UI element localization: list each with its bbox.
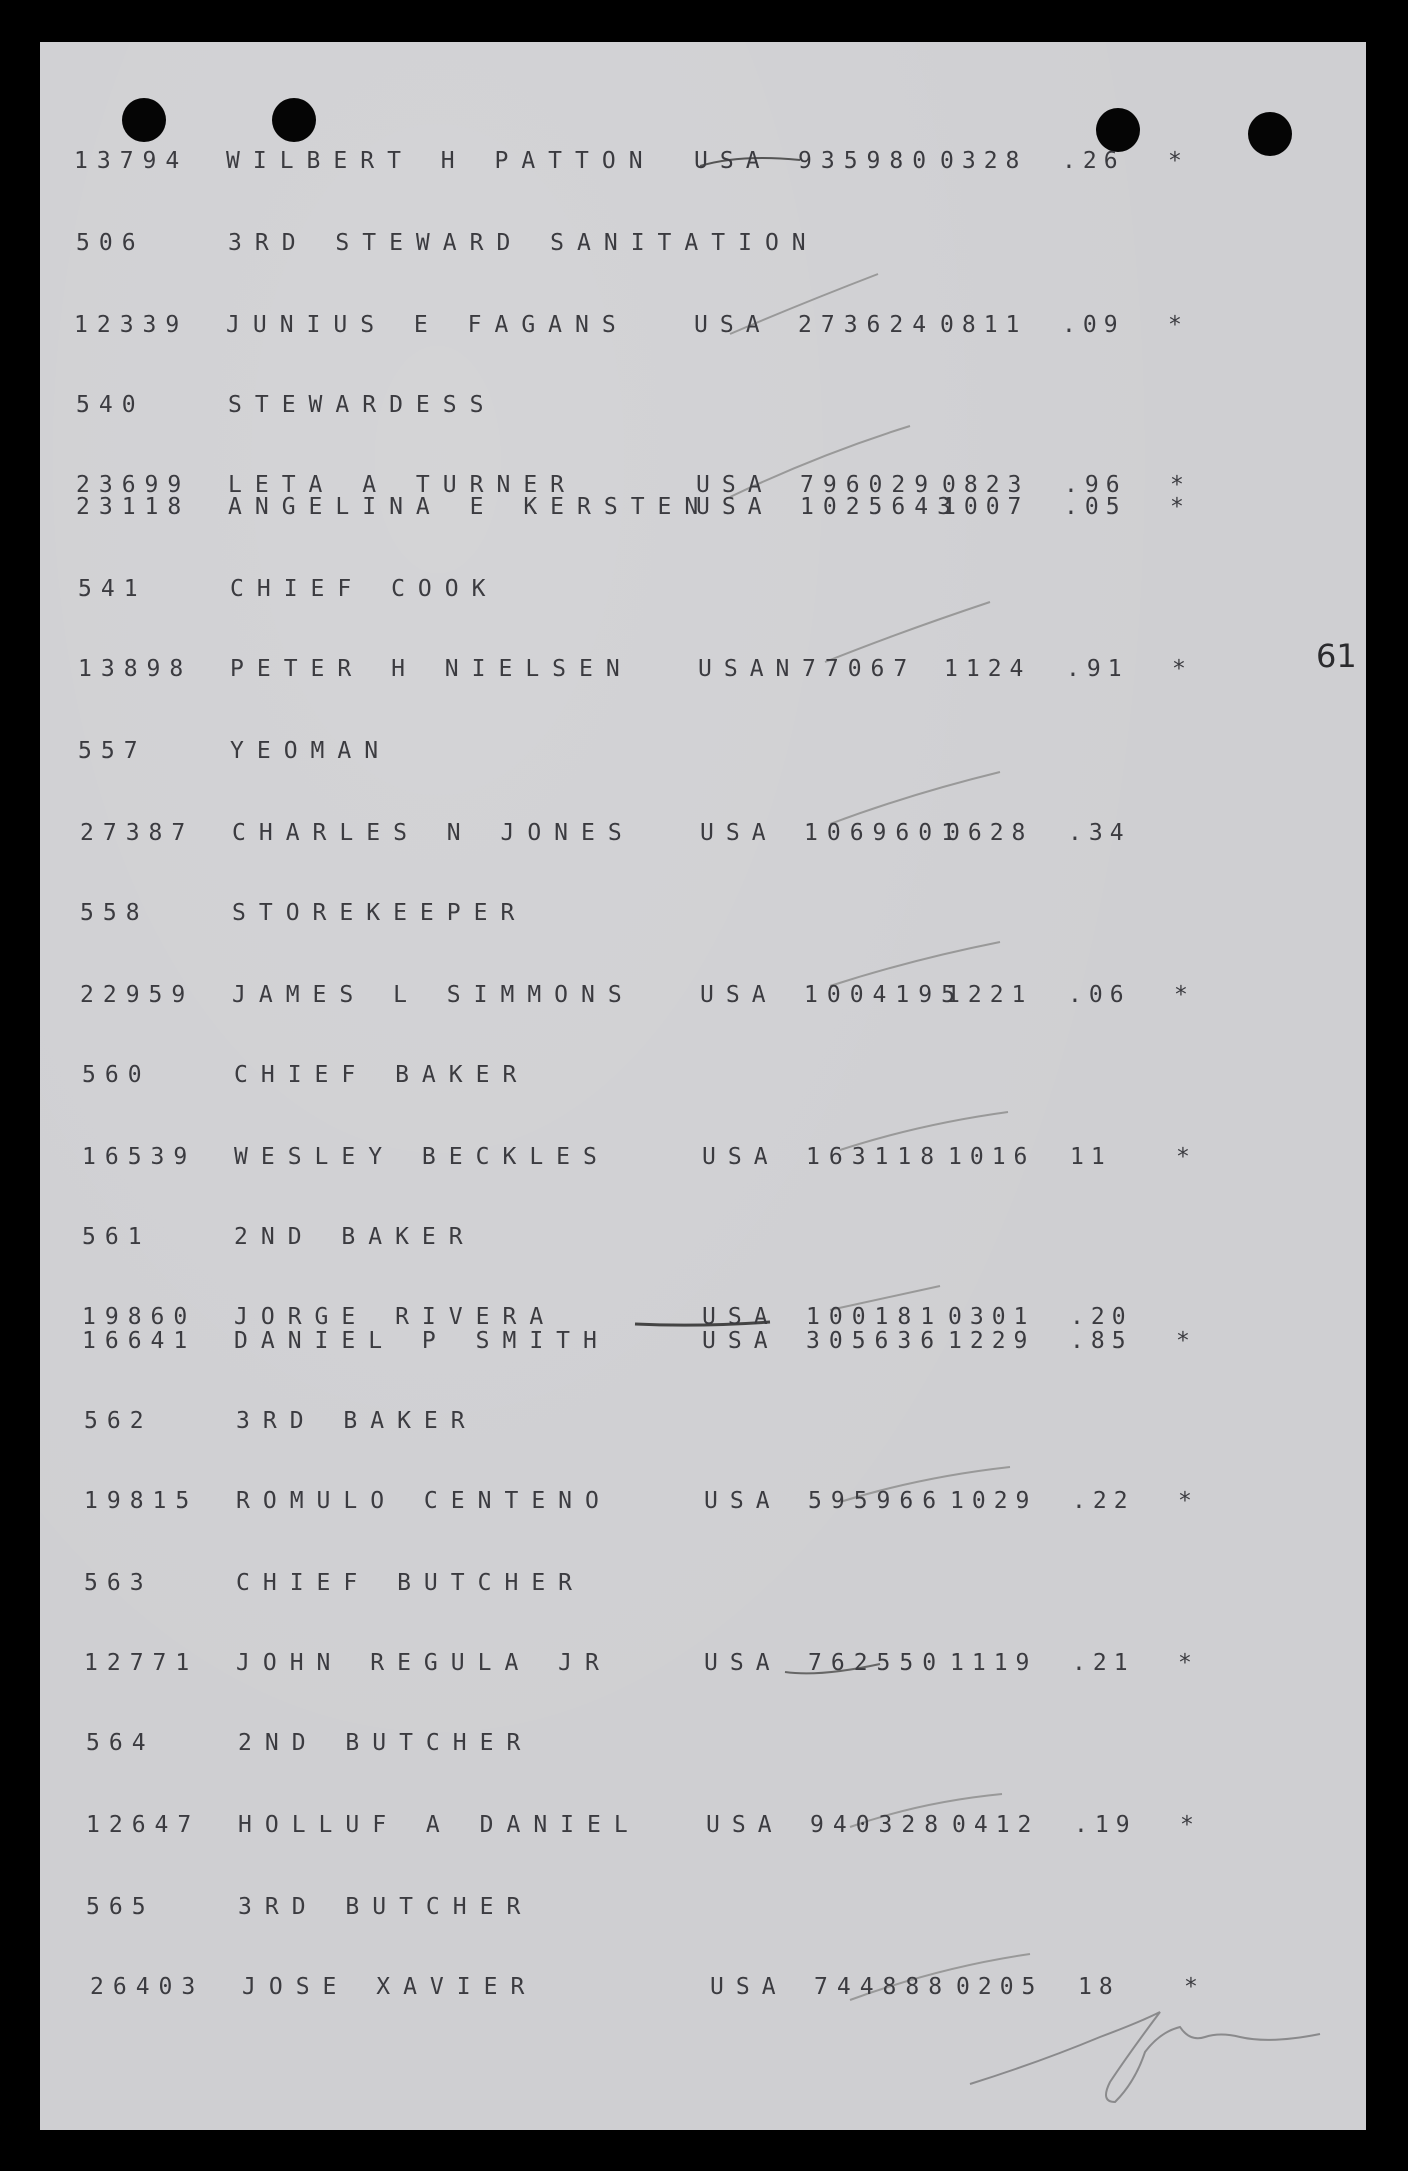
entry-code: 26403 (90, 1974, 205, 2000)
entry-name: PETER H NIELSEN (230, 656, 633, 682)
entry-citizenship: USA (704, 1488, 782, 1514)
page-number: 61 (1316, 637, 1357, 675)
entry-name: HOLLUF A DANIEL (238, 1812, 641, 1838)
entry-name: WESLEY BECKLES (234, 1144, 610, 1170)
entry-code: 13794 (74, 148, 189, 174)
entry-name: DANIEL P SMITH (234, 1328, 610, 1354)
entry-number: 935980 (798, 148, 936, 174)
entry-value: .20 (1070, 1304, 1133, 1330)
entry-number: 100181 (806, 1304, 944, 1330)
entry-code: 506 (76, 230, 145, 256)
entry-code: 16539 (82, 1144, 197, 1170)
entry-number: 744888 (814, 1974, 952, 2000)
entry-name: JOSE XAVIER (242, 1974, 538, 2000)
entry-number: 1004195 (804, 982, 964, 1008)
punch-hole (122, 98, 166, 142)
entry-name: JAMES L SIMMONS (232, 982, 635, 1008)
entry-date: 1007 (942, 494, 1030, 520)
entry-value: .96 (1064, 472, 1127, 498)
entry-number: 762550 (808, 1650, 946, 1676)
entry-date: 0412 (952, 1812, 1040, 1838)
entry-code: 23118 (76, 494, 191, 520)
entry-name: 3RD BUTCHER (238, 1894, 534, 1920)
entry-number: 163118 (806, 1144, 944, 1170)
entry-name: LETA A TURNER (228, 472, 578, 498)
entry-code: 562 (84, 1408, 153, 1434)
entry-name: ROMULO CENTENO (236, 1488, 612, 1514)
entry-citizenship: USA (694, 148, 772, 174)
entry-mark: * (1170, 494, 1184, 520)
entry-date: 1029 (950, 1488, 1038, 1514)
entry-name: CHIEF COOK (230, 576, 499, 602)
entry-mark: * (1168, 312, 1182, 338)
entry-date: 1124 (944, 656, 1032, 682)
entry-number: 305636 (806, 1328, 944, 1354)
entry-name: JOHN REGULA JR (236, 1650, 612, 1676)
entry-mark: * (1178, 1650, 1192, 1676)
entry-mark: * (1176, 1328, 1190, 1354)
entry-date: 0823 (942, 472, 1030, 498)
entry-number: 796029 (800, 472, 938, 498)
entry-number: 595966 (808, 1488, 946, 1514)
entry-citizenship: USA (710, 1974, 788, 2000)
signature-mark (970, 2012, 1320, 2102)
entry-value: .09 (1062, 312, 1125, 338)
punch-hole (1096, 108, 1140, 152)
entry-date: 1229 (948, 1328, 1036, 1354)
entry-value: .06 (1068, 982, 1131, 1008)
entry-name: 3RD STEWARD SANITATION (228, 230, 819, 256)
entry-name: YEOMAN (230, 738, 392, 764)
entry-mark: * (1178, 1488, 1192, 1514)
entry-mark: * (1176, 1144, 1190, 1170)
entry-value: .91 (1066, 656, 1129, 682)
entry-value: .21 (1072, 1650, 1135, 1676)
entry-citizenship: USA (700, 982, 778, 1008)
entry-date: 0628 (946, 820, 1034, 846)
entry-code: 558 (80, 900, 149, 926)
entry-code: 19860 (82, 1304, 197, 1330)
entry-number: 940328 (810, 1812, 948, 1838)
entry-value: .05 (1064, 494, 1127, 520)
entry-date: 0811 (940, 312, 1028, 338)
entry-name: 2ND BUTCHER (238, 1730, 534, 1756)
entry-number: 1069601 (804, 820, 964, 846)
entry-name: ANGELINA E KERSTEN (228, 494, 712, 520)
entry-citizenship: USAN (698, 656, 802, 682)
entry-code: 19815 (84, 1488, 199, 1514)
entry-mark: * (1172, 656, 1186, 682)
entry-value: 11 (1070, 1144, 1112, 1170)
entry-code: 540 (76, 392, 145, 418)
entry-value: .85 (1070, 1328, 1133, 1354)
entry-name: CHARLES N JONES (232, 820, 635, 846)
entry-value: .19 (1074, 1812, 1137, 1838)
entry-name: 2ND BAKER (234, 1224, 476, 1250)
entry-citizenship: USA (704, 1650, 782, 1676)
entry-mark: * (1184, 1974, 1198, 2000)
entry-citizenship: USA (706, 1812, 784, 1838)
entry-value: .34 (1068, 820, 1131, 846)
entry-code: 12771 (84, 1650, 199, 1676)
entry-code: 557 (78, 738, 147, 764)
entry-name: WILBERT H PATTON (226, 148, 656, 174)
entry-code: 541 (78, 576, 147, 602)
entry-code: 560 (82, 1062, 151, 1088)
entry-value: 18 (1078, 1974, 1120, 2000)
entry-citizenship: USA (702, 1304, 780, 1330)
entry-name: STEWARDESS (228, 392, 497, 418)
entry-code: 22959 (80, 982, 195, 1008)
entry-name: 3RD BAKER (236, 1408, 478, 1434)
entry-name: CHIEF BUTCHER (236, 1570, 586, 1596)
entry-code: 565 (86, 1894, 155, 1920)
entry-code: 16641 (82, 1328, 197, 1354)
entry-code: 563 (84, 1570, 153, 1596)
entry-code: 561 (82, 1224, 151, 1250)
punch-hole (1248, 112, 1292, 156)
entry-citizenship: USA (696, 494, 774, 520)
entry-mark: * (1180, 1812, 1194, 1838)
entry-date: 0301 (948, 1304, 1036, 1330)
entry-citizenship: USA (700, 820, 778, 846)
entry-code: 13898 (78, 656, 193, 682)
entry-mark: * (1174, 982, 1188, 1008)
document-page (40, 42, 1366, 2130)
entry-name: JORGE RIVERA (234, 1304, 557, 1330)
entry-code: 564 (86, 1730, 155, 1756)
entry-citizenship: USA (702, 1144, 780, 1170)
entry-number: 1025643 (800, 494, 960, 520)
entry-name: JUNIUS E FAGANS (226, 312, 629, 338)
entry-value: .22 (1072, 1488, 1135, 1514)
entry-date: 1119 (950, 1650, 1038, 1676)
entry-citizenship: USA (696, 472, 774, 498)
entry-date: 0328 (940, 148, 1028, 174)
entry-number: 273624 (798, 312, 936, 338)
entry-date: 1221 (946, 982, 1034, 1008)
punch-hole (272, 98, 316, 142)
entry-name: CHIEF BAKER (234, 1062, 530, 1088)
entry-code: 12647 (86, 1812, 201, 1838)
entry-citizenship: USA (694, 312, 772, 338)
entry-code: 27387 (80, 820, 195, 846)
entry-number: 77067 (802, 656, 917, 682)
entry-mark: * (1168, 148, 1182, 174)
entry-value: .26 (1062, 148, 1125, 174)
entry-mark: * (1170, 472, 1184, 498)
entry-date: 0205 (956, 1974, 1044, 2000)
entry-code: 23699 (76, 472, 191, 498)
entry-citizenship: USA (702, 1328, 780, 1354)
entry-date: 1016 (948, 1144, 1036, 1170)
entry-code: 12339 (74, 312, 189, 338)
entry-name: STOREKEEPER (232, 900, 528, 926)
